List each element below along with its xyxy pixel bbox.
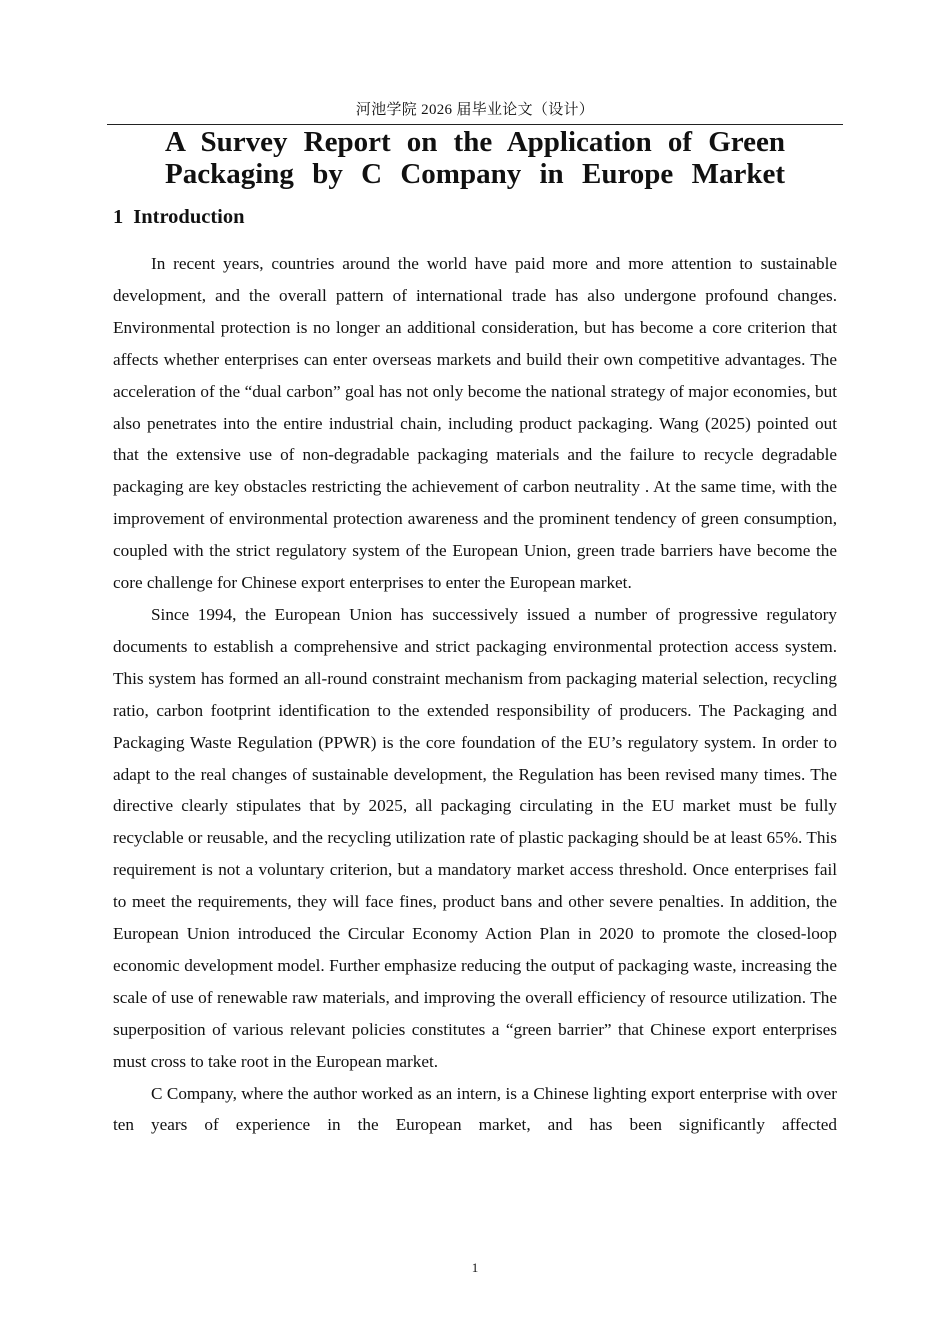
section-number: 1	[113, 206, 124, 228]
paper-title	[165, 126, 785, 190]
title-line-1: A Survey Report on the Application of Green	[165, 126, 785, 158]
paragraph: C Company, where the author worked as an intern, is a Chinese lighting export enterprise with over ten years of experience in the European market, and has been significantly affected	[113, 1083, 837, 1135]
paragraph: Since 1994, the European Union has successively issued a number of progressive regulatory documents to establish a comprehensive and strict packaging environmental protection access system. This system has formed an all-round constraint mechanism from packaging material selection, recycling ratio, carbon footprint identification to the extended responsibility of producers. The Packaging and Packaging Waste Regulation (PPWR) is the core foundation of the EU’s regulatory system. In order to adapt to the real changes of sustainable development, the Regulation has been revised many times. The directive clearly stipulates that by 2025, all packaging circulating in the EU market must be fully recyclable or reusable, and the recycling utilization rate of plastic packaging should be at least 65%. This requirement is not a voluntary criterion, but a mandatory market access threshold. Once enterprises fail to meet the requirements, they will face fines, product bans and other severe penalties. In addition, the European Union introduced the Circular Economy Action Plan in 2020 to promote the closed-loop economic development model. Further emphasize reducing the output of packaging waste, increasing the scale of use of renewable raw materials, and improving the overall efficiency of resource utilization. The superposition of various relevant policies constitutes a “green barrier” that Chinese export enterprises must cross to take root in the European market.	[113, 604, 837, 1071]
paragraph: In recent years, countries around the world have paid more and more attention to sustainable development, and the overall pattern of international trade has also undergone profound changes. Environmental protection is no longer an additional consideration, but has become a core criterion that affects whether enterprises can enter overseas markets and build their own competitive advantages. The acceleration of the “dual carbon” goal has not only become the national strategy of major economies, but also penetrates into the entire industrial chain, including product packaging. Wang (2025) pointed out that the extensive use of non-degradable packaging materials and the failure to recycle degradable packaging are key obstacles restricting the achievement of carbon neutrality . At the same time, with the improvement of environmental protection awareness and the prominent tendency of green consumption, coupled with the strict regulatory system of the European Union, green trade barriers have become the core challenge for Chinese export enterprises to enter the European market.	[113, 254, 837, 593]
header-rule	[107, 124, 843, 125]
section-heading	[113, 206, 245, 229]
page-number: 1	[471, 1260, 479, 1275]
running-header: 河池学院 2026 届毕业论文（设计）	[355, 102, 595, 118]
section-title: Introduction	[133, 206, 245, 228]
title-line-2: Packaging by C Company in Europe Market	[165, 158, 785, 190]
body-text	[113, 248, 837, 1141]
